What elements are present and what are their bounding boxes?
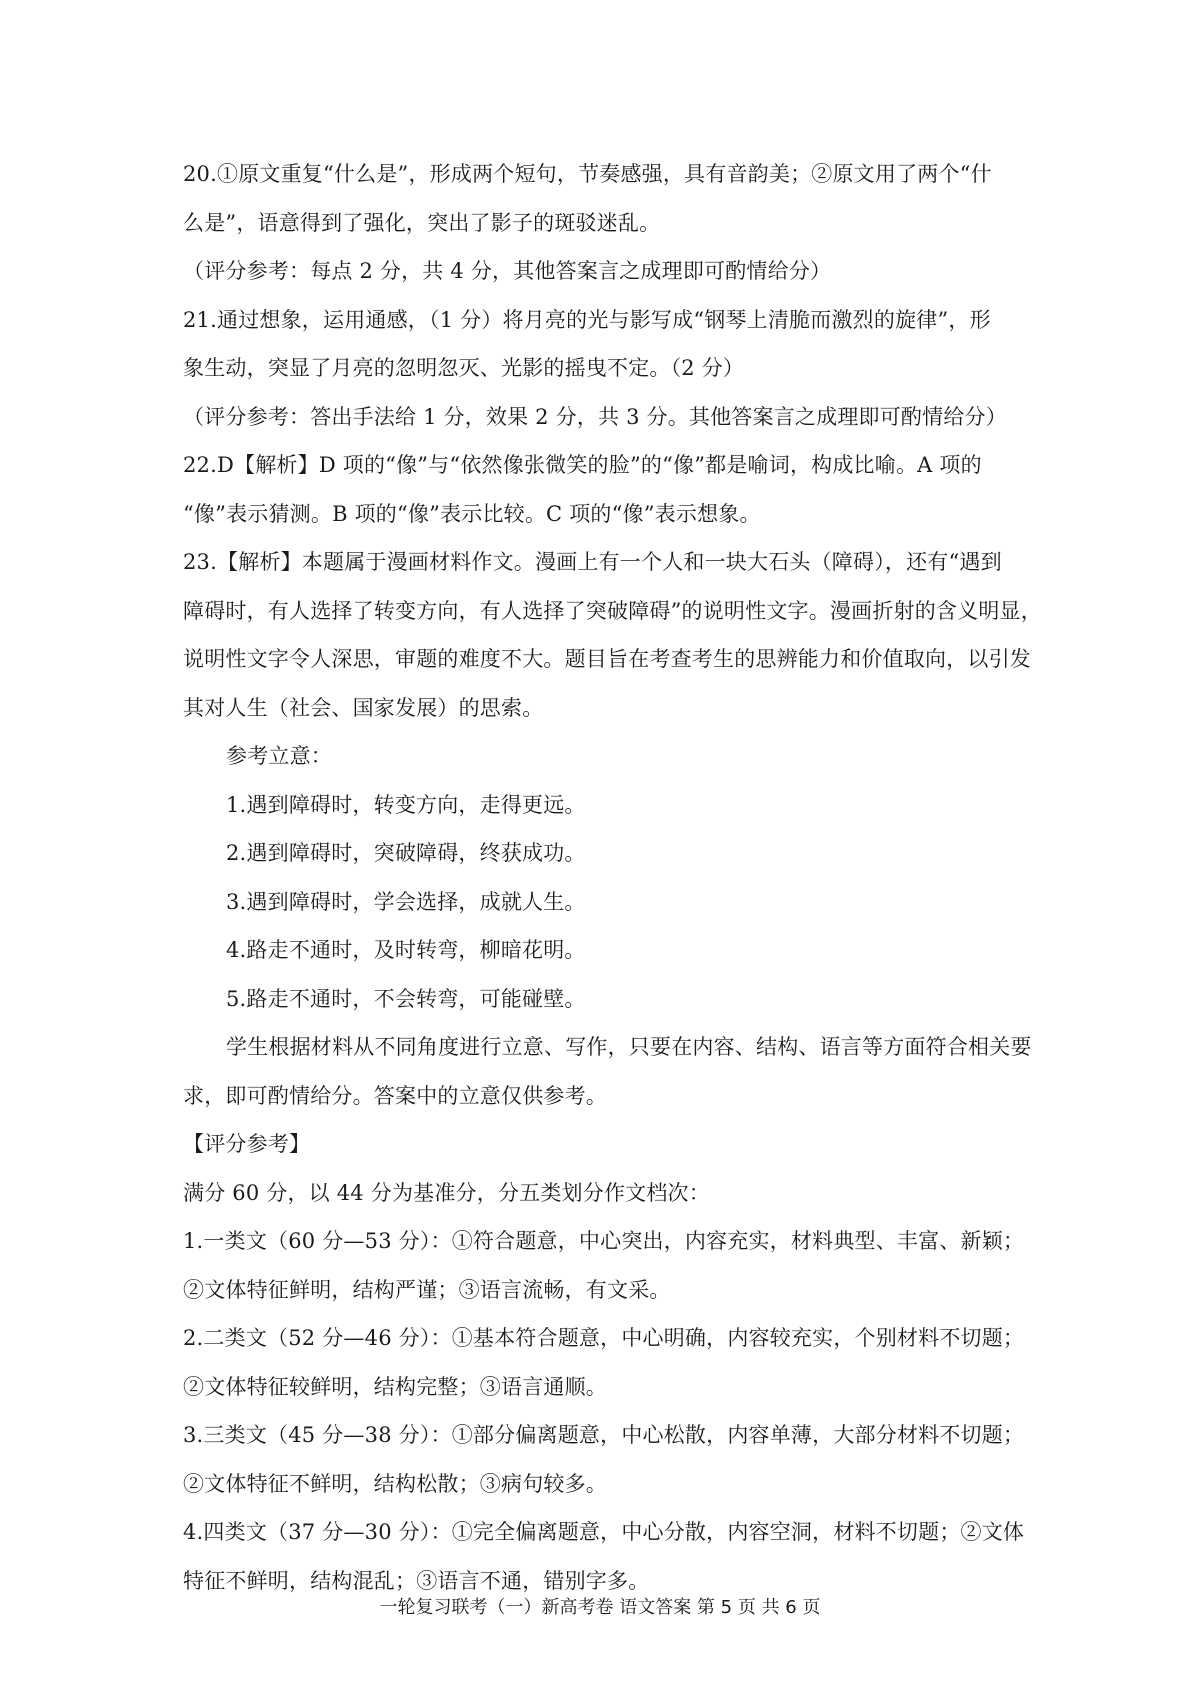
footer-separator: 页 共 (732, 1597, 786, 1618)
answer-23-line-3: 说明性文字令人深思，审题的难度不大。题目旨在考查考生的思辨能力和价值取向，以引发 (183, 647, 1031, 671)
scoring-reference-heading: 【评分参考】 (183, 1132, 311, 1156)
answer-22-line-1: 22.D【解析】D 项的“像”与“依然像张微笑的脸”的“像”都是喻词，构成比喻。A 项的 (183, 453, 982, 477)
reference-ideas-heading: 参考立意： (226, 744, 332, 768)
page-footer (0, 1596, 1200, 1620)
answer-21-line-1: 21.通过想象，运用通感，（1 分）将月亮的光与影写成“钢琴上清脆而激烈的旋律”，形 (183, 307, 991, 332)
answer-22-line-2: “像”表示猜测。B 项的“像”表示比较。C 项的“像”表示想象。 (183, 501, 761, 526)
footer-total-pages: 6 (785, 1597, 797, 1618)
reference-idea-3: 3.遇到障碍时，学会选择，成就人生。 (226, 889, 586, 914)
reference-idea-2: 2.遇到障碍时，突破障碍，终获成功。 (226, 841, 586, 865)
answer-23-line-2: 障碍时，有人选择了转变方向，有人选择了突破障碍”的说明性文字。漫画折射的含义明显， (183, 598, 1042, 623)
student-note-line-2: 求，即可酌情给分。答案中的立意仅供参考。 (183, 1083, 607, 1108)
footer-title: 一轮复习联考（一）新高考卷 语文答案 第 (379, 1597, 721, 1618)
grade-2-line-2: ②文体特征较鲜明，结构完整；③语言通顺。 (183, 1374, 607, 1399)
answer-content (183, 150, 1042, 1605)
grade-3-line-2: ②文体特征不鲜明，结构松散；③病句较多。 (183, 1471, 607, 1496)
student-note-line-1: 学生根据材料从不同角度进行立意、写作，只要在内容、结构、语言等方面符合相关要 (226, 1035, 1032, 1059)
grade-1-line-2: ②文体特征鲜明，结构严谨；③语言流畅，有文采。 (183, 1277, 671, 1302)
answer-21-line-2: 象生动，突显了月亮的忽明忽灭、光影的摇曳不定。（2 分） (183, 356, 745, 380)
answer-23-line-4: 其对人生（社会、国家发展）的思索。 (183, 695, 544, 720)
grade-1-line-1: 1.一类文（60 分—53 分）：①符合题意，中心突出，内容充实，材料典型、丰富、新颖； (183, 1229, 1025, 1253)
full-score-note: 满分 60 分，以 44 分为基准分，分五类划分作文档次： (183, 1180, 710, 1205)
answer-21-scoring-note: （评分参考：答出手法给 1 分，效果 2 分，共 3 分。其他答案言之成理即可酌情给分） (183, 404, 1007, 429)
answer-20-line-1: 20.①原文重复“什么是”，形成两个短句，节奏感强，具有音韵美；②原文用了两个“什 (183, 162, 992, 186)
reference-idea-1: 1.遇到障碍时，转变方向，走得更远。 (226, 792, 586, 817)
grade-3-line-1: 3.三类文（45 分—38 分）：①部分偏离题意，中心松散，内容单薄，大部分材料不切题； (183, 1423, 1025, 1447)
answer-20-scoring-note: （评分参考：每点 2 分，共 4 分，其他答案言之成理即可酌情给分） (183, 259, 832, 283)
grade-4-line-1: 4.四类文（37 分—30 分）：①完全偏离题意，中心分散，内容空洞，材料不切题；②文体 (183, 1520, 1025, 1544)
reference-idea-5: 5.路走不通时，不会转弯，可能碰壁。 (226, 986, 586, 1011)
grade-4-line-2: 特征不鲜明，结构混乱；③语言不通，错别字多。 (183, 1568, 650, 1593)
footer-suffix: 页 (796, 1597, 821, 1618)
answer-20-line-2: 么是”，语意得到了强化，突出了影子的斑驳迷乱。 (183, 210, 661, 235)
answer-23-line-1: 23.【解析】本题属于漫画材料作文。漫画上有一个人和一块大石头（障碍），还有“遇到 (183, 550, 1002, 574)
reference-idea-4: 4.路走不通时，及时转弯，柳暗花明。 (226, 938, 586, 962)
grade-2-line-1: 2.二类文（52 分—46 分）：①基本符合题意，中心明确，内容较充实，个别材料不切题； (183, 1326, 1025, 1350)
footer-page-number: 5 (720, 1597, 733, 1618)
